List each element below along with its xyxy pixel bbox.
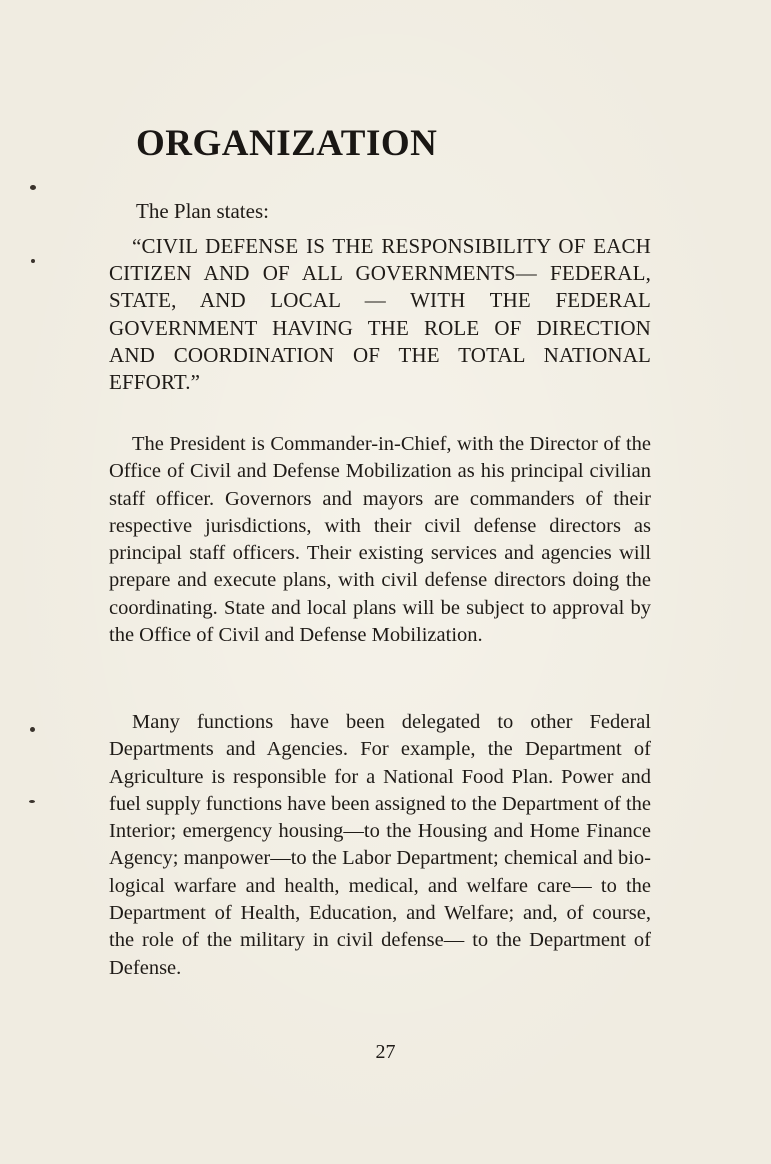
margin-mark xyxy=(30,727,35,732)
body-paragraph: The President is Commander-in-Chief, with the Director of the Office of Civil and Defense Mobilization as his principal civilian staff officer. Governors and mayors are commanders of their respective jurisdictions, with their civil defense directors as principal staff officers. Their existing services and agencies will prepare and execute plans, with civil defense directors doing the coordinating. State and local plans will be subject to approval by the Office of Civil and Defense Mobilization. xyxy=(109,433,651,647)
margin-mark xyxy=(30,185,36,190)
page-number: 27 xyxy=(375,1041,396,1063)
section-heading: ORGANIZATION xyxy=(136,123,438,164)
margin-mark xyxy=(31,259,35,263)
intro-line: The Plan states: xyxy=(136,199,269,223)
body-paragraph: Many functions have been delegated to other Federal Departments and Agencies. For example, the Department of Agriculture is responsible for a National Food Plan. Power and fuel supply functions have been assigned to the Department of the Interior; emergency housing—to the Housing and Home Finance Agency; manpower—to the Labor Department; chemical and biological warfare and health, medical, and welfare care— to the Department of Health, Education, and Welfare; and, of course, the role of the military in civil defense— to the Department of Defense. xyxy=(109,711,651,979)
margin-mark xyxy=(29,800,35,803)
plan-quote: “CIVIL DEFENSE IS THE RESPONSIBILITY OF EACH CITIZEN AND OF ALL GOVERNMENTS— FEDERAL, STATE, AND LOCAL — WITH THE FEDERAL GOVERNMENT HAVING THE ROLE OF DIRECTION AND COORDINATION OF THE TOTAL NATIONAL EFFORT.” xyxy=(109,234,651,395)
